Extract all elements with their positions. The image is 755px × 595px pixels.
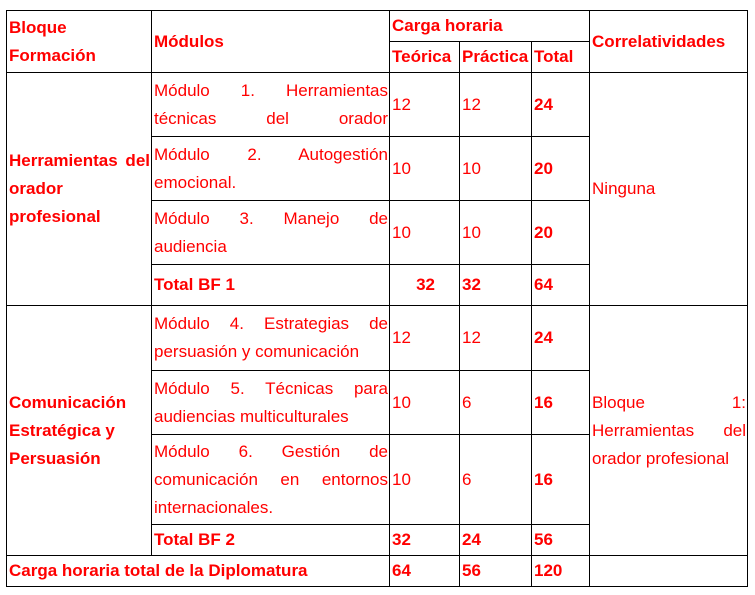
module-teorica: 10	[390, 201, 460, 265]
header-teorica: Teórica	[390, 42, 460, 73]
bloque2-name: Comunicación Estratégica y Persuasión	[7, 306, 152, 556]
module-teorica: 10	[390, 371, 460, 435]
bloque2-total-total: 56	[532, 525, 590, 556]
bloque1-name: Herramientas del orador profesional	[7, 73, 152, 306]
module-practica: 10	[460, 137, 532, 201]
bloque1-correlatividad: Ninguna	[590, 73, 748, 306]
footer-empty-cell	[590, 556, 748, 587]
footer-label: Carga horaria total de la Diplomatura	[7, 556, 390, 587]
bloque1-total-total: 64	[532, 265, 590, 306]
module-total: 24	[532, 73, 590, 137]
module-practica: 6	[460, 371, 532, 435]
curriculum-table	[6, 10, 748, 587]
module-name: Módulo 4. Estrategias de persuasión y comunicación	[152, 306, 390, 371]
module-teorica: 10	[390, 435, 460, 525]
bloque2-total-teorica: 32	[390, 525, 460, 556]
module-name: Módulo 2. Autogestión emocional.	[152, 137, 390, 201]
header-carga-horaria: Carga horaria	[390, 11, 590, 42]
footer-practica: 56	[460, 556, 532, 587]
module-name: Módulo 6. Gestión de comunicación en entornos internacionales.	[152, 435, 390, 525]
module-name: Módulo 1. Herramientas técnicas del orador	[152, 73, 390, 137]
bloque2-correlatividad: Bloque 1: Herramientas del orador profesional	[590, 306, 748, 556]
module-total: 16	[532, 371, 590, 435]
footer-teorica: 64	[390, 556, 460, 587]
bloque2-total-label: Total BF 2	[152, 525, 390, 556]
bloque2-total-practica: 24	[460, 525, 532, 556]
module-practica: 10	[460, 201, 532, 265]
bloque1-total-practica: 32	[460, 265, 532, 306]
module-practica: 12	[460, 73, 532, 137]
module-practica: 12	[460, 306, 532, 371]
header-modulos: Módulos	[152, 11, 390, 73]
module-practica: 6	[460, 435, 532, 525]
module-total: 20	[532, 137, 590, 201]
module-teorica: 10	[390, 137, 460, 201]
header-correlatividades: Correlatividades	[590, 11, 748, 73]
module-teorica: 12	[390, 306, 460, 371]
bloque1-total-teorica: 32	[390, 265, 460, 306]
module-name: Módulo 3. Manejo de audiencia	[152, 201, 390, 265]
header-total: Total	[532, 42, 590, 73]
module-total: 24	[532, 306, 590, 371]
header-bloque: Bloque Formación	[7, 11, 152, 73]
footer-total: 120	[532, 556, 590, 587]
module-teorica: 12	[390, 73, 460, 137]
module-name: Módulo 5. Técnicas para audiencias multiculturales	[152, 371, 390, 435]
header-practica: Práctica	[460, 42, 532, 73]
module-total: 16	[532, 435, 590, 525]
bloque1-total-label: Total BF 1	[152, 265, 390, 306]
module-total: 20	[532, 201, 590, 265]
